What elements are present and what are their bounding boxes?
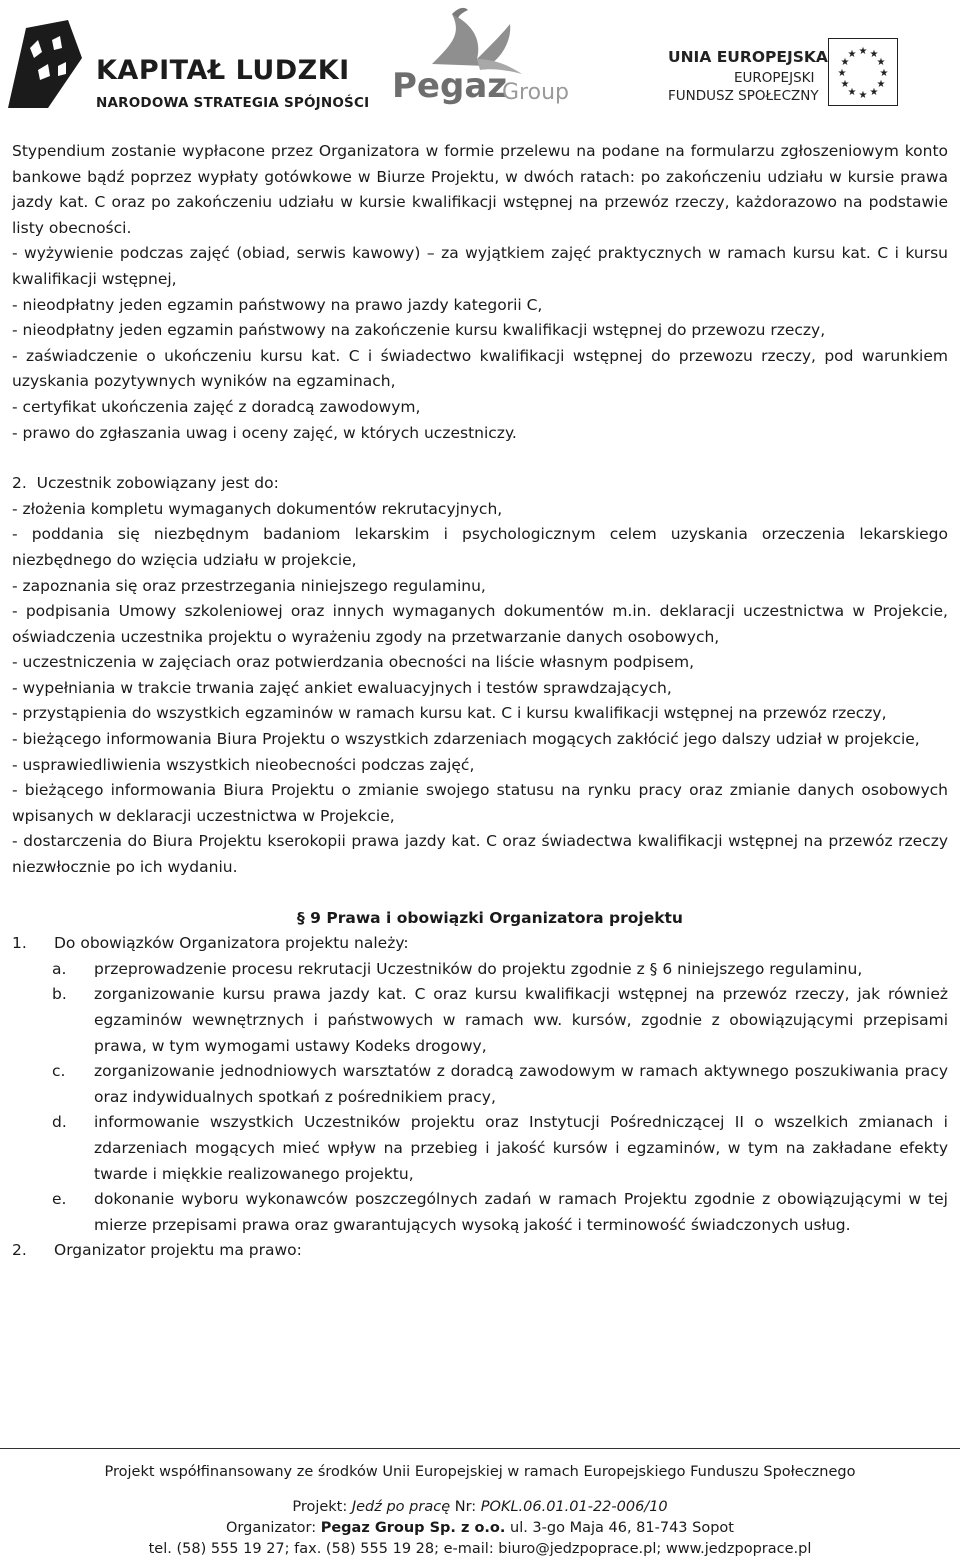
stipend-paragraph: Stypendium zostanie wypłacone przez Organizatora w formie przelewu na podane na formularzu zgłoszeniowym konto bankowe bądź poprzez wypłaty gotówkowe w Biurze Projektu, w dwóch ratach: po zakończeniu udziału w kursie prawa jazdy kat. C oraz po zakończeniu udziału w kursie kwalifikacji wstępnej na przewóz rzeczy, każdorazowo na podstawie listy obecności. (12, 142, 948, 237)
svg-text:★: ★ (879, 68, 889, 79)
duty-item: - uczestniczenia w zajęciach oraz potwierdzania obecności na liście własnym podpisem, (12, 653, 695, 672)
organizer-rights-item (12, 1238, 948, 1264)
heading-text: Uczestnik zobowiązany jest do: (36, 474, 279, 493)
svg-text:★: ★ (869, 49, 879, 60)
cofinancing-note: Projekt współfinansowany ze środków Unii Europejskiej w ramach Europejskiego Funduszu Społecznego (104, 1464, 856, 1480)
project-number-label: Nr: (450, 1499, 481, 1515)
sublist-text: zorganizowanie kursu prawa jazdy kat. C oraz kursu kwalifikacji wstępnej na przewóz rzeczy, jak również egzaminów wewnętrznych i państwowych w ramach ww. kursów, zgodnie z obowiązującymi przepisami prawa, w tym wymogami ustawy Kodeks drogowy, (94, 985, 948, 1055)
ue-line-2: EUROPEJSKI (734, 70, 815, 86)
sublist-item (12, 1110, 948, 1187)
project-line (0, 1497, 960, 1518)
duty-item: - przystąpienia do wszystkich egzaminów w ramach kursu kat. C i kursu kwalifikacji wstępnej na przewóz rzeczy, (12, 704, 887, 723)
svg-text:★: ★ (876, 79, 886, 90)
sublist-text: przeprowadzenie procesu rekrutacji Uczestników do projektu zgodnie z § 6 niniejszego regulaminu, (94, 959, 863, 978)
sublist-item (12, 1059, 948, 1110)
duty-item: - poddania się niezbędnym badaniom lekarskim i psychologicznym celem uzyskania orzeczenia lekarskiego niezbędnego do wzięcia udziału w projekcie, (12, 525, 948, 569)
organizer-duties-sublist (12, 957, 948, 1239)
benefit-item: - prawo do zgłaszania uwag i oceny zajęć, w których uczestniczy. (12, 423, 517, 442)
sublist-letter: b. (52, 985, 67, 1004)
section-title: § 9 Prawa i obowiązki Organizatora projektu (297, 908, 683, 927)
kapital-ludzki-subtitle: NARODOWA STRATEGIA SPÓJNOŚCI (96, 95, 370, 111)
svg-text:★: ★ (858, 90, 868, 101)
sublist-letter: d. (52, 1113, 67, 1132)
sublist-item (12, 1187, 948, 1238)
pegaz-group-logo (392, 4, 582, 110)
svg-text:★: ★ (869, 87, 879, 98)
sublist-text: dokonanie wyboru wykonawców poszczególnych zadań w ramach Projektu zgodnie z obowiązującymi w tej mierze przepisami prawa oraz gwarantujących wysoką jakość i terminowość świadczonych usług. (94, 1190, 948, 1234)
ue-line-3: FUNDUSZ SPOŁECZNY (668, 88, 819, 104)
document-body (12, 139, 948, 1264)
svg-text:★: ★ (876, 57, 886, 68)
sublist-item (12, 982, 948, 1059)
project-label: Projekt: (292, 1499, 352, 1515)
footer-divider (0, 1448, 960, 1449)
list-number: 1. (12, 934, 27, 953)
svg-text:★: ★ (847, 49, 857, 60)
duty-item: - podpisania Umowy szkoleniowej oraz innych wymaganych dokumentów m.in. deklaracji uczestnictwa w Projekcie, oświadczenia uczestnika projektu o wyrażeniu zgody na przetwarzanie danych osobowych, (12, 602, 948, 646)
sublist-text: informowanie wszystkich Uczestników projektu oraz Instytucji Pośredniczącej II o wszelkich zmianach i zdarzeniach mogących mieć wpływ na przebieg i jakość kursów i egzaminów, w tym na zakładane efekty twarde i miękkie realizowanego projektu, (94, 1113, 948, 1183)
contact-line: tel. (58) 555 19 27; fax. (58) 555 19 28; e-mail: biuro@jedzpoprace.pl; www.jedzpoprace.pl (148, 1541, 812, 1557)
organizer-rights-list (12, 1238, 948, 1264)
kapital-ludzki-title: KAPITAŁ LUDZKI (96, 55, 350, 86)
benefit-item: - certyfikat ukończenia zajęć z doradcą zawodowym, (12, 397, 421, 416)
organizer-duties-item (12, 931, 948, 957)
organizer-label: Organizator: (226, 1520, 321, 1536)
sublist-letter: e. (52, 1190, 67, 1209)
organizer-address: ul. 3-go Maja 46, 81-743 Sopot (505, 1520, 734, 1536)
document-footer (0, 1462, 960, 1560)
svg-text:★: ★ (847, 87, 857, 98)
project-name: Jedź po pracę (351, 1499, 451, 1515)
list-number: 2. (12, 474, 27, 493)
benefit-item: - zaświadczenie o ukończeniu kursu kat. C i świadectwo kwalifikacji wstępnej do przewozu rzeczy, pod warunkiem uzyskania pozytywnych wyników na egzaminach, (12, 346, 948, 391)
list-number: 2. (12, 1241, 27, 1260)
pegaz-group-wordmark: Group (502, 80, 569, 105)
organizer-line (0, 1518, 960, 1539)
project-number: POKL.06.01.01-22-006/10 (480, 1499, 668, 1515)
kapital-ludzki-emblem-icon (8, 18, 88, 108)
list-heading: Do obowiązków Organizatora projektu należy: (54, 934, 409, 953)
benefit-item: - wyżywienie podczas zajęć (obiad, serwis kawowy) – za wyjątkiem zajęć praktycznych w ramach kursu kat. C i kursu kwalifikacji wstępnej, (12, 244, 948, 288)
duty-item: - dostarczenia do Biura Projektu kserokopii prawa jazdy kat. C oraz świadectwa kwalifikacji wstępnej na przewóz rzeczy niezwłocznie po ich wydaniu. (12, 832, 948, 877)
svg-text:★: ★ (858, 46, 868, 57)
benefit-item: - nieodpłatny jeden egzamin państwowy na prawo jazdy kategorii C, (12, 295, 543, 314)
pegaz-wordmark: Pegaz (392, 66, 508, 106)
participant-duties-heading (12, 471, 948, 497)
eu-flag-icon (828, 38, 898, 106)
benefit-item: - nieodpłatny jeden egzamin państwowy na zakończenie kursu kwalifikacji wstępnej do przewozu rzeczy, (12, 321, 826, 340)
ue-line-1: UNIA EUROPEJSKA (668, 48, 828, 66)
organizer-name: Pegaz Group Sp. z o.o. (320, 1520, 506, 1536)
svg-text:★: ★ (840, 79, 850, 90)
duty-item: - zapoznania się oraz przestrzegania niniejszego regulaminu, (12, 576, 486, 595)
list-heading: Organizator projektu ma prawo: (54, 1241, 302, 1260)
sublist-text: zorganizowanie jednodniowych warsztatów z doradcą zawodowym w ramach aktywnego poszukiwania pracy oraz indywidualnych spotkań z pośrednikiem pracy, (94, 1062, 948, 1106)
duty-item: - usprawiedliwienia wszystkich nieobecności podczas zajęć, (12, 755, 475, 774)
organizer-list (12, 931, 948, 957)
eu-logo (668, 38, 953, 108)
kapital-ludzki-logo (8, 18, 370, 111)
sublist-letter: c. (52, 1062, 66, 1081)
sublist-letter: a. (52, 959, 67, 978)
svg-text:★: ★ (837, 68, 847, 79)
duty-item: - wypełniania w trakcie trwania zajęć ankiet ewaluacyjnych i testów sprawdzających, (12, 678, 672, 697)
sublist-item (12, 957, 948, 983)
duty-item: - bieżącego informowania Biura Projektu o wszystkich zdarzeniach mogących zakłócić jego dalszy udział w projekcie, (12, 730, 920, 749)
duty-item: - bieżącego informowania Biura Projektu o zmianie swojego statusu na rynku pracy oraz zmianie danych osobowych wpisanych w deklaracji uczestnictwa w Projekcie, (12, 781, 948, 825)
document-header (0, 0, 960, 120)
duty-item: - złożenia kompletu wymaganych dokumentów rekrutacyjnych, (12, 499, 503, 518)
svg-text:★: ★ (840, 57, 850, 68)
